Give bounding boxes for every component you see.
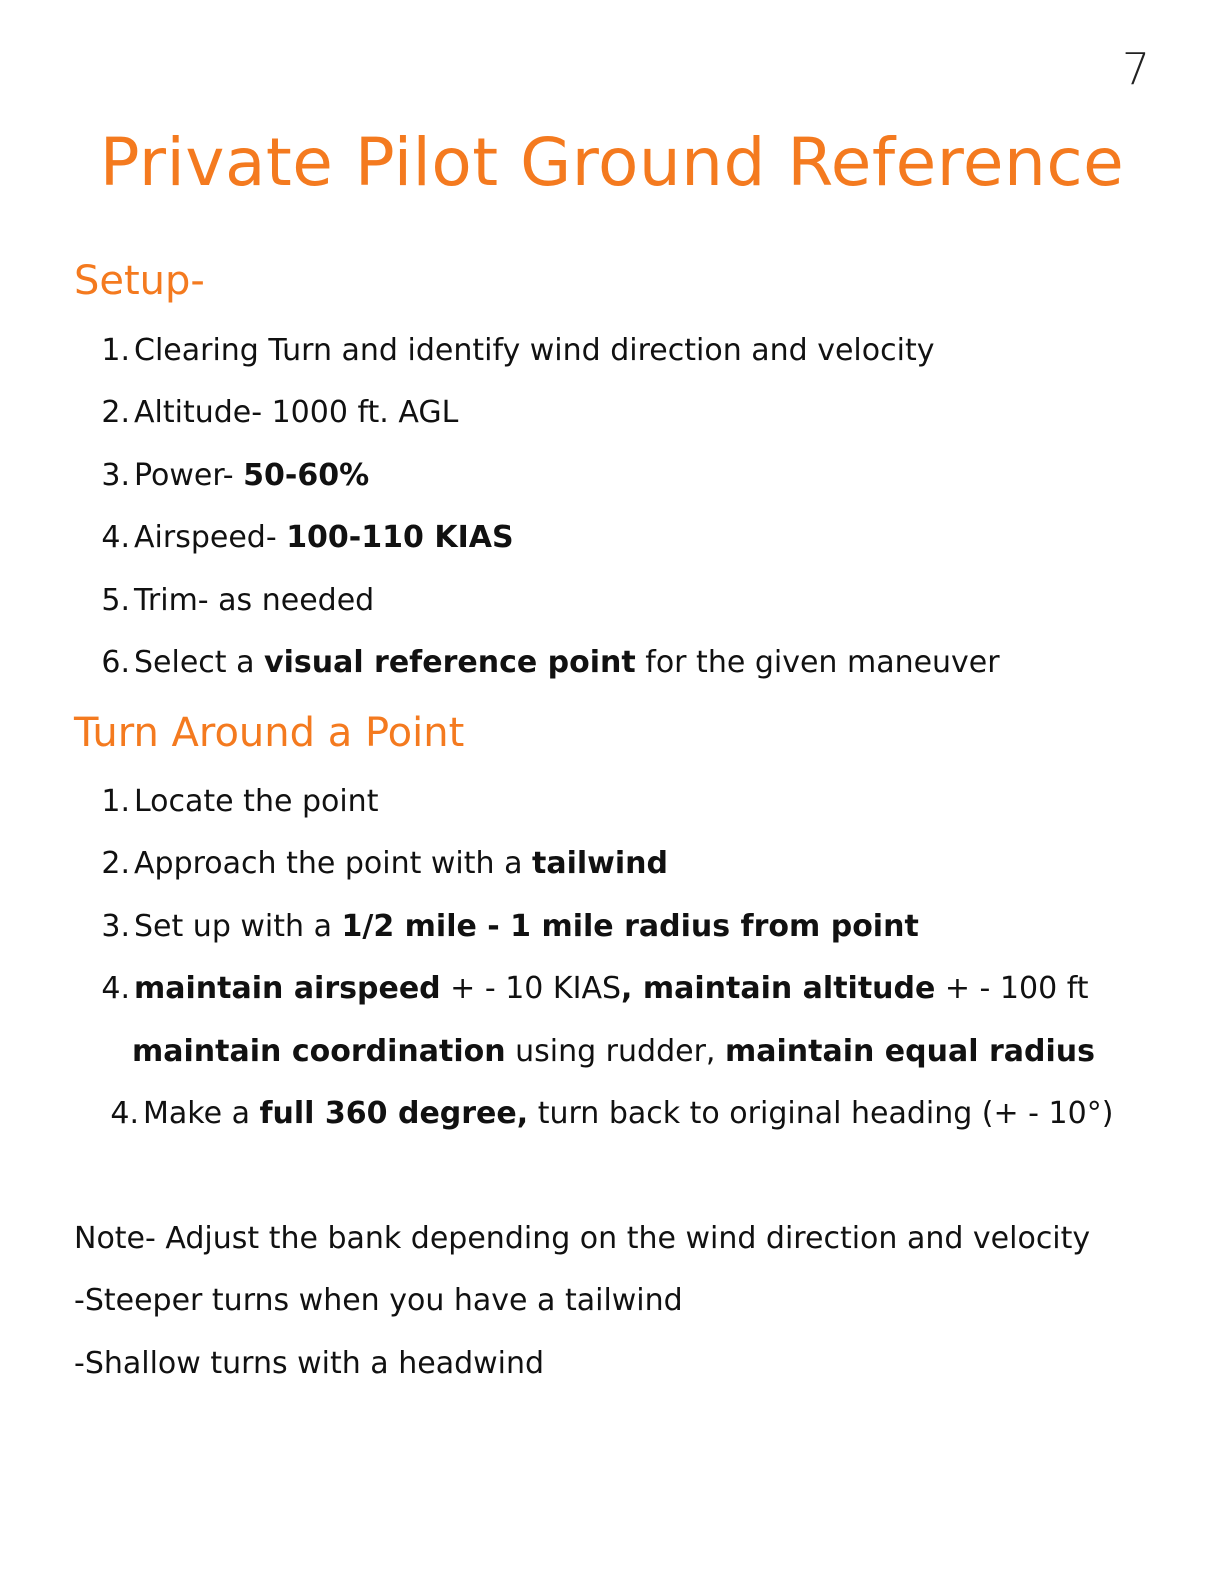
list-item-text: Locate the point [134,784,379,819]
list-item [0,833,1224,895]
list-item-text: Clearing Turn and identify wind direction and velocity [134,333,935,368]
turn-around-point-list [0,771,1224,1145]
list-item-text: Altitude- 1000 ft. AGL [134,395,459,431]
list-item-text: Set up with a 1/2 mile - 1 mile radius from point [134,908,919,944]
list-item-text: maintain airspeed + - 10 KIAS, maintain altitude + - 100 ft [134,971,1089,1007]
page-title: Private Pilot Ground Reference [99,124,1125,201]
list-number: 3. [101,457,130,493]
list-item [0,958,1224,1020]
list-item [0,896,1224,958]
list-number: 3. [101,908,130,944]
setup-heading: Setup- [74,258,205,304]
list-item [0,771,1224,833]
turn-around-point-heading: Turn Around a Point [74,710,465,756]
notes [74,1208,1090,1395]
setup-list [0,320,1224,694]
list-number: 4. [101,520,130,556]
list-item [0,382,1224,444]
list-item [0,632,1224,694]
list-number: 2. [101,846,130,882]
list-item [0,570,1224,632]
list-number: 4. [101,971,130,1007]
list-item [0,320,1224,382]
list-number: 6. [101,644,130,680]
list-item-text: Airspeed- 100-110 KIAS [134,520,514,556]
list-number: 4. [110,1095,139,1131]
page-number: 7 [1122,44,1150,95]
list-item-continuation [0,1021,1224,1083]
note-line: -Steeper turns when you have a tailwind [74,1283,683,1319]
list-number: 5. [101,582,130,618]
list-item-text: Select a visual reference point for the given maneuver [134,644,1000,680]
list-item-text: Approach the point with a tailwind [134,846,668,882]
list-item-text: Make a full 360 degree, turn back to original heading (+ - 10°) [143,1095,1114,1131]
list-item-text: Power- 50-60% [134,457,370,493]
note-line: -Shallow turns with a headwind [74,1345,545,1381]
note-line: Note- Adjust the bank depending on the wind direction and velocity [74,1221,1091,1256]
list-item [0,1083,1224,1145]
list-number: 2. [101,395,130,431]
list-item [0,445,1224,507]
list-number: 1. [101,333,130,368]
list-item-text: Trim- as needed [134,582,375,618]
list-item-text: maintain coordination using rudder, maintain equal radius [132,1033,1095,1069]
list-item [0,507,1224,569]
list-number: 1. [101,784,130,819]
